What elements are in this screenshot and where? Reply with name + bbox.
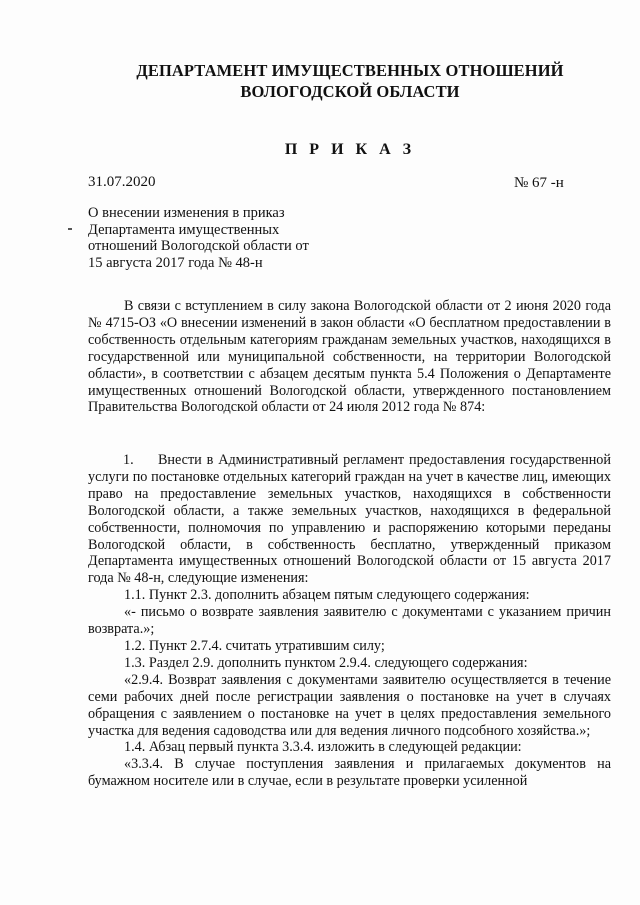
body-paragraph: 1.3. Раздел 2.9. дополнить пунктом 2.9.4. следующего содержания: <box>124 654 528 671</box>
order-date: 31.07.2020 <box>88 174 156 190</box>
department-header-line2: ВОЛОГОДСКОЙ ОБЛАСТИ <box>240 82 460 101</box>
body-paragraph: 1.1. Пункт 2.3. дополнить абзацем пятым следующего содержания: <box>124 587 530 604</box>
order-number: № 67 -н <box>514 175 564 191</box>
subject-line: Департамента имущественных <box>88 221 280 238</box>
subject-line: О внесении изменения в приказ <box>88 205 285 221</box>
body-paragraph: 1.4. Абзац первый пункта 3.3.4. изложить в следующей редакции: <box>124 739 522 756</box>
order-title: П Р И К А З <box>284 141 416 158</box>
subject-line: 15 августа 2017 года № 48-н <box>88 254 263 271</box>
scan-artifact <box>68 228 72 230</box>
body-paragraph: «3.3.4. В случае поступления заявления и прилагаемых документов на бумажном носителе или в случае, если в результате проверки усиленной <box>88 756 611 790</box>
subject-line: отношений Вологодской области от <box>88 238 309 254</box>
preamble-block <box>88 298 611 416</box>
preamble-paragraph: В связи с вступлением в силу закона Вологодской области от 2 июня 2020 года № 4715-ОЗ «О внесении изменений в закон области «О бесплатном предоставлении в собственность отдельным категориям гражданам земельных участков, находящихся в государственной или муниципальной собственности, на территории Вологодской области», в соответствии с абзацем десятым пункта 5.4 Положения о Департаменте имущественных отношений Вологодской области, утвержденного постановлением Правительства Вологодской области от 24 июля 2012 года № 874: <box>88 298 611 416</box>
body-paragraph: «- письмо о возврате заявления заявителю с документами с указанием причин возврата.»; <box>88 604 611 638</box>
body-paragraph: «2.9.4. Возврат заявления с документами заявителю осуществляется в течение семи рабочих дней после регистрации заявления о постановке на учет в случаях обращения с заявлением о постановке на учет в целях предоставления земельного участка для ведения садоводства или для ведения личного подсобного хозяйства.»; <box>88 671 611 739</box>
resolution-block <box>88 452 611 790</box>
body-paragraph: 1.2. Пункт 2.7.4. считать утратившим силу; <box>124 637 385 654</box>
department-header-line1: ДЕПАРТАМЕНТ ИМУЩЕСТВЕННЫХ ОТНОШЕНИЙ <box>136 61 564 80</box>
body-paragraph: 1. Внести в Административный регламент предоставления государственной услуги по постановке отдельных категорий граждан на учет в качестве лиц, имеющих право на предоставление земельных участков, находящихся в собственности Вологодской области, а также земельных участков, находящихся в федеральной собственности, полномочия по управлению и распоряжению которыми переданы Вологодской области, в собственность бесплатно, утвержденный приказом Департамента имущественных отношений Вологодской области от 15 августа 2017 года № 48-н, следующие изменения: <box>88 452 611 587</box>
department-header <box>90 60 610 102</box>
order-subject <box>88 205 348 271</box>
